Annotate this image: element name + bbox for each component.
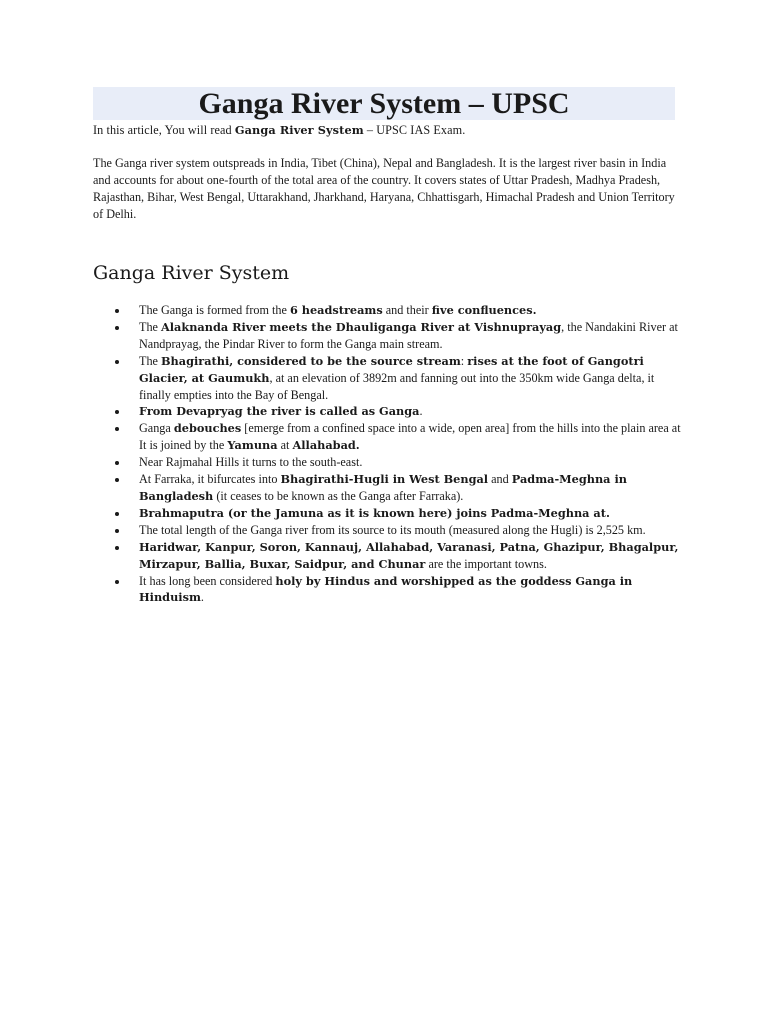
bullet-text: The total length of the Ganga river from its source to its mouth (measured along the Hugli) is 2,525 km. — [139, 522, 646, 537]
bullet-text: , at an elevation of 3892m and fanning out into the 350km wide Ganga delta, it finally empties into the Bay of Bengal. — [139, 370, 655, 402]
bullet-dot-icon — [115, 512, 119, 516]
bullet-text: The — [139, 319, 161, 334]
bullet-bold-text: Allahabad. — [292, 438, 360, 453]
bullet-dot-icon — [115, 546, 119, 550]
bullet-dot-icon — [115, 309, 119, 313]
bullet-item — [93, 353, 683, 404]
bullet-item — [93, 573, 683, 607]
bullet-text: at — [277, 438, 293, 453]
bullet-bold-text: holy by Hindus and worshipped as the goddess Ganga in Hinduism — [139, 573, 633, 605]
bullet-text: . — [200, 590, 204, 605]
bullet-text: It has long been considered — [139, 573, 276, 588]
bullet-bold-text: Brahmaputra (or the Jamuna as it is known here) joins Padma-Meghna at. — [139, 505, 610, 520]
bullet-text: and their — [382, 303, 432, 317]
bullet-bold-text: rises at the foot of Gangotri Glacier, at Gaumukh — [139, 353, 644, 385]
bullet-dot-icon — [115, 427, 119, 431]
bullet-text: The — [139, 353, 161, 368]
bullet-dot-icon — [115, 461, 119, 465]
bullet-bold-text: Yamuna — [227, 438, 278, 453]
bullet-bold-text: Bhagirathi, considered to be the source stream — [161, 353, 461, 368]
bullet-item — [93, 319, 683, 353]
bullet-item — [93, 403, 683, 420]
page-title: Ganga River System – UPSC — [198, 87, 570, 120]
bullet-dot-icon — [115, 360, 119, 364]
bullet-dot-icon — [115, 580, 119, 584]
bullet-text: The Ganga is formed from the — [139, 303, 290, 317]
section-heading: Ganga River System — [93, 262, 290, 284]
bullet-item — [93, 454, 683, 471]
bullet-bold-text: five confluences. — [431, 303, 537, 317]
bullet-dot-icon — [115, 410, 119, 414]
bullet-item — [93, 302, 683, 319]
bullet-text: are the important towns. — [425, 556, 547, 571]
bullet-text: Ganga — [139, 421, 174, 436]
bullet-text: . — [419, 404, 423, 419]
bullet-bold-text: From Devapryag the river is called as Ganga — [139, 404, 420, 419]
bullet-dot-icon — [115, 326, 119, 330]
intro-line — [93, 122, 683, 139]
bullet-text: At Farraka, it bifurcates into — [139, 472, 281, 487]
bullet-text: , the Nandakini River at Nandprayag, the Pindar River to form the Ganga main stream. — [139, 319, 678, 351]
bullet-bold-text: debouches — [173, 421, 242, 436]
bullet-item — [93, 471, 683, 505]
bullet-item — [93, 505, 683, 522]
bullet-text: and — [488, 472, 512, 487]
intro-prefix: In this article, You will read — [93, 123, 235, 137]
bullet-bold-text: Haridwar, Kanpur, Soron, Kannauj, Allahabad, Varanasi, Patna, Ghazipur, Bhagalpur, Mirzapur, Ballia, Buxar, Saidpur, and Chunar — [139, 539, 679, 571]
bullet-bold-text: Bhagirathi-Hugli in West Bengal — [280, 472, 489, 487]
bullet-text: : — [460, 353, 468, 368]
bullet-dot-icon — [115, 529, 119, 533]
bullet-bold-text: Padma-Meghna in Bangladesh — [139, 472, 627, 503]
bullet-list — [93, 302, 683, 606]
bullet-text: (it ceases to be known as the Ganga after Farraka). — [213, 488, 464, 503]
bullet-bold-text: Alaknanda River meets the Dhauliganga River at Vishnuprayag — [161, 319, 562, 334]
description-paragraph: The Ganga river system outspreads in India, Tibet (China), Nepal and Bangladesh. It is the largest river basin in India and accounts for about one-fourth of the total area of the country. It covers states of Uttar Pradesh, Madhya Pradesh, Rajasthan, Bihar, West Bengal, Uttarakhand, Jharkhand, Haryana, Chhattisgarh, Himachal Pradesh and Union Territory of Delhi. — [93, 156, 675, 221]
bullet-text: Near Rajmahal Hills it turns to the south-east. — [139, 455, 363, 470]
bullet-item — [93, 539, 683, 573]
bullet-item — [93, 522, 683, 539]
intro-bold: Ganga River System — [234, 123, 364, 137]
bullet-item — [93, 420, 683, 454]
bullet-dot-icon — [115, 478, 119, 482]
intro-suffix: – UPSC IAS Exam. — [363, 123, 466, 137]
bullet-bold-text: 6 headstreams — [289, 303, 383, 317]
bullet-text: [emerge from a confined space into a wide, open area] from the hills into the plain area at It is joined by the — [139, 421, 681, 453]
